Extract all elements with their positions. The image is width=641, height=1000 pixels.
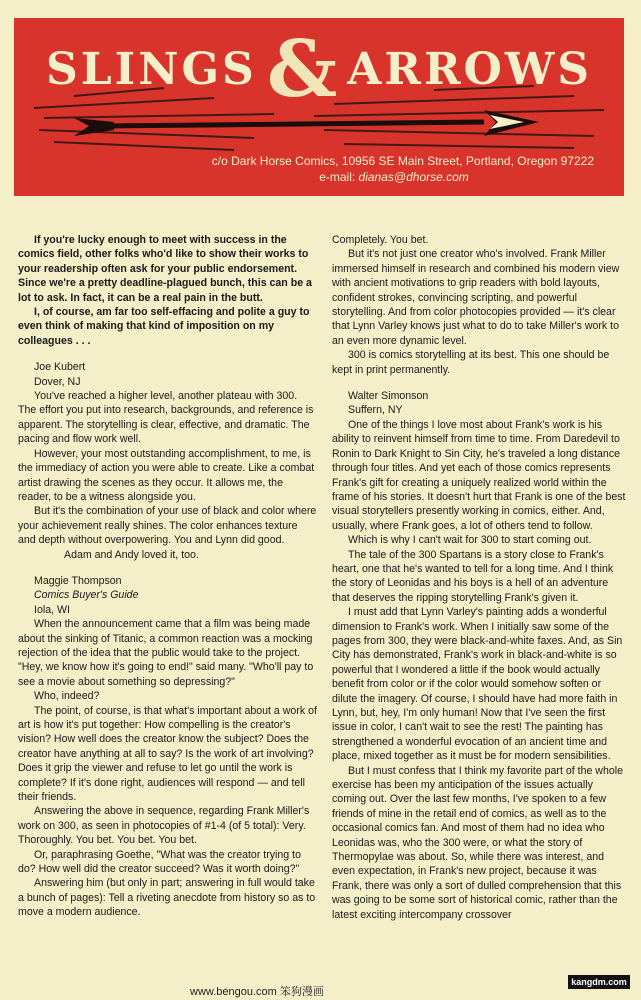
letter-paragraph: However, your most outstanding accomplishment, to me, is the immediacy of action you were able to create. Like a combat artist drawing the scenes as they occur. It allows me, the reader, to be a witness alongside you. [18,447,315,503]
email-line [74,169,594,185]
title-ampersand: & [266,24,338,115]
letter-location: Suffern, NY [348,404,403,417]
letter-author: Maggie Thompson [34,574,122,587]
letter-paragraph: Answering the above in sequence, regarding Frank Miller's work on 300, as seen in photocopies of #1-4 (of 5 total): Very. Thoroughly. You bet. You bet. You bet. [18,805,310,847]
letter-paragraph: But I must confess that I think my favorite part of the whole exercise has been my anticipation of the issues actually coming out. Over the last few months, I've spoken to a few friends of mine in the retail end of comics, as well as to the occasional comics fan. And most of them had no idea who Leonidas was, who the 300 were, or what the story of Thermopylae was about. So, while there was interest, and even expectation, in Frank's new project, because it was Frank, there was only a sort of dulled comprehension that this was going to be some sort of historical comic, rather than the latest exciting intercompany crossover [332,764,623,921]
footer-watermark-url: www.bengou.com 笨狗漫画 [190,986,324,998]
letter-author: Joe Kubert [34,361,86,374]
letter-paragraph: One of the things I love most about Frank's work is his ability to reinvent himself from time to time. From Daredevil to Ronin to Dark Knight to Sin City, he's traveled a long distance through four titles. And yet each of those comics represents Frank's gift for creating a uniquely realized world within the frame of his stories. It doesn't hurt that Frank is one of the best visual storytellers presently working in comics, either. And, usually, where Frank goes, a lot of others tend to follow. [332,418,626,532]
letter-simonson [332,389,626,922]
letter-paragraph: When the announcement came that a film was being made about the sinking of Titanic, a common reaction was a mocking rejection of the idea that the public would take to the project. "Hey, we know how it's going to end!" said many. "Who'll pay to see a movie about something so depressing?" [18,618,314,688]
letter-location: Dover, NJ [34,375,81,388]
intro-paragraph-1: If you're lucky enough to meet with success in the comics field, other folks who'd like to show their works to your readership often ask for your public endorsement. Since we're a pretty deadline-plagued bunch, this can be a lot to ask. In fact, it can be a real pain in the butt. [18,234,312,304]
title-slings: SLINGS [45,44,257,95]
letter-paragraph: But it's not just one creator who's involved. Frank Miller immersed himself in research and combined his modern view with ancient motivations to grip readers with bold layouts, confident strokes, convincing scripting, and powerful storytelling. And from color photocopies provided — it's clear that Lynn Varley knows just what to do to take Miller's work to an even more dynamic level. [332,248,620,347]
letter-paragraph: But it's the combination of your use of black and color where your achievement really shines. The color enhances texture and depth without overpowering. You and Lynn did good. [18,505,317,547]
email-label: e-mail: [319,170,359,184]
footer-watermark-badge: kangdm.com [568,975,630,989]
letter-paragraph: I must add that Lynn Varley's painting adds a wonderful dimension to Frank's work. When I initially saw some of the pages from 300, they were black-and-white faxes. And, as Sin City has demonstrated, Frank's work in black-and-white is so powerful that I wondered a little if the book would actually benefit from color or if the color would somehow soften or dilute the imagery. Of course, I should have had more faith in Lynn, but, hey, I'm only human! Now that I've seen the first issue in color, I can't wait to see the rest! The painting has strengthened a wonderful evocation of an ancient time and place, mixed together as it must be for modern sensibilities. [332,606,623,763]
letter-paragraph: Who, indeed? [34,690,100,703]
letter-paragraph: Which is why I can't wait for 300 to start coming out. [348,534,592,547]
mailing-address [74,153,594,185]
letter-organization: Comics Buyer's Guide [34,589,139,602]
letter-author: Walter Simonson [348,390,429,403]
letter-paragraph: Adam and Andy loved it, too. [64,548,199,561]
title-arrows: ARROWS [347,44,593,95]
letter-thompson [18,574,318,920]
letter-paragraph: 300 is comics storytelling at its best. This one should be kept in print permanently. [332,349,610,376]
letter-paragraph: Or, paraphrasing Goethe, "What was the creator trying to do? How well did the creator succeed? Was it worth doing?" [18,848,301,876]
letter-paragraph: You've reached a higher level, another plateau with 300. The effort you put into research, backgrounds, and reference is apparent. The storytelling is clear, effective, and dramatic. The pacing and flow work well. [18,390,314,446]
letter-paragraph: Answering him (but only in part; answering in full would take a bunch of pages): Tell a riveting anecdote from history so as to move a modern audience. [18,877,316,919]
email-address[interactable]: dianas@dhorse.com [358,170,469,184]
masthead-title [14,24,624,124]
letter-kubert [18,360,318,562]
letter-paragraph: The tale of the 300 Spartans is a story close to Frank's heart, one that he's wanted to tell for a long time. And I think the story of Leonidas and his boys is a hell of an adventure that deserves the ripping storytelling Frank's given it. [332,548,614,604]
left-column [18,233,318,920]
letter-paragraph: Completely. You bet. [332,234,429,246]
letter-location: Iola, WI [34,603,70,616]
letter-paragraph: The point, of course, is that what's important about a work of art is how it's put together: How compelling is the creator's vision? How well does the creator know the subject? Does the creator have anything at all to say? Is the work of art involving? Does it grip the viewer and refuse to let go until the work is complete? If it's done right, audiences will respond — and tell their friends. [18,704,317,804]
intro-paragraph-2: I, of course, am far too self-effacing and polite a guy to even think of making that kind of imposition on my colleagues . . . [18,306,310,347]
right-column [332,233,626,922]
header-banner [14,18,624,196]
address-text: c/o Dark Horse Comics, 10956 SE Main Street, Portland, Oregon 97222 [211,154,594,168]
